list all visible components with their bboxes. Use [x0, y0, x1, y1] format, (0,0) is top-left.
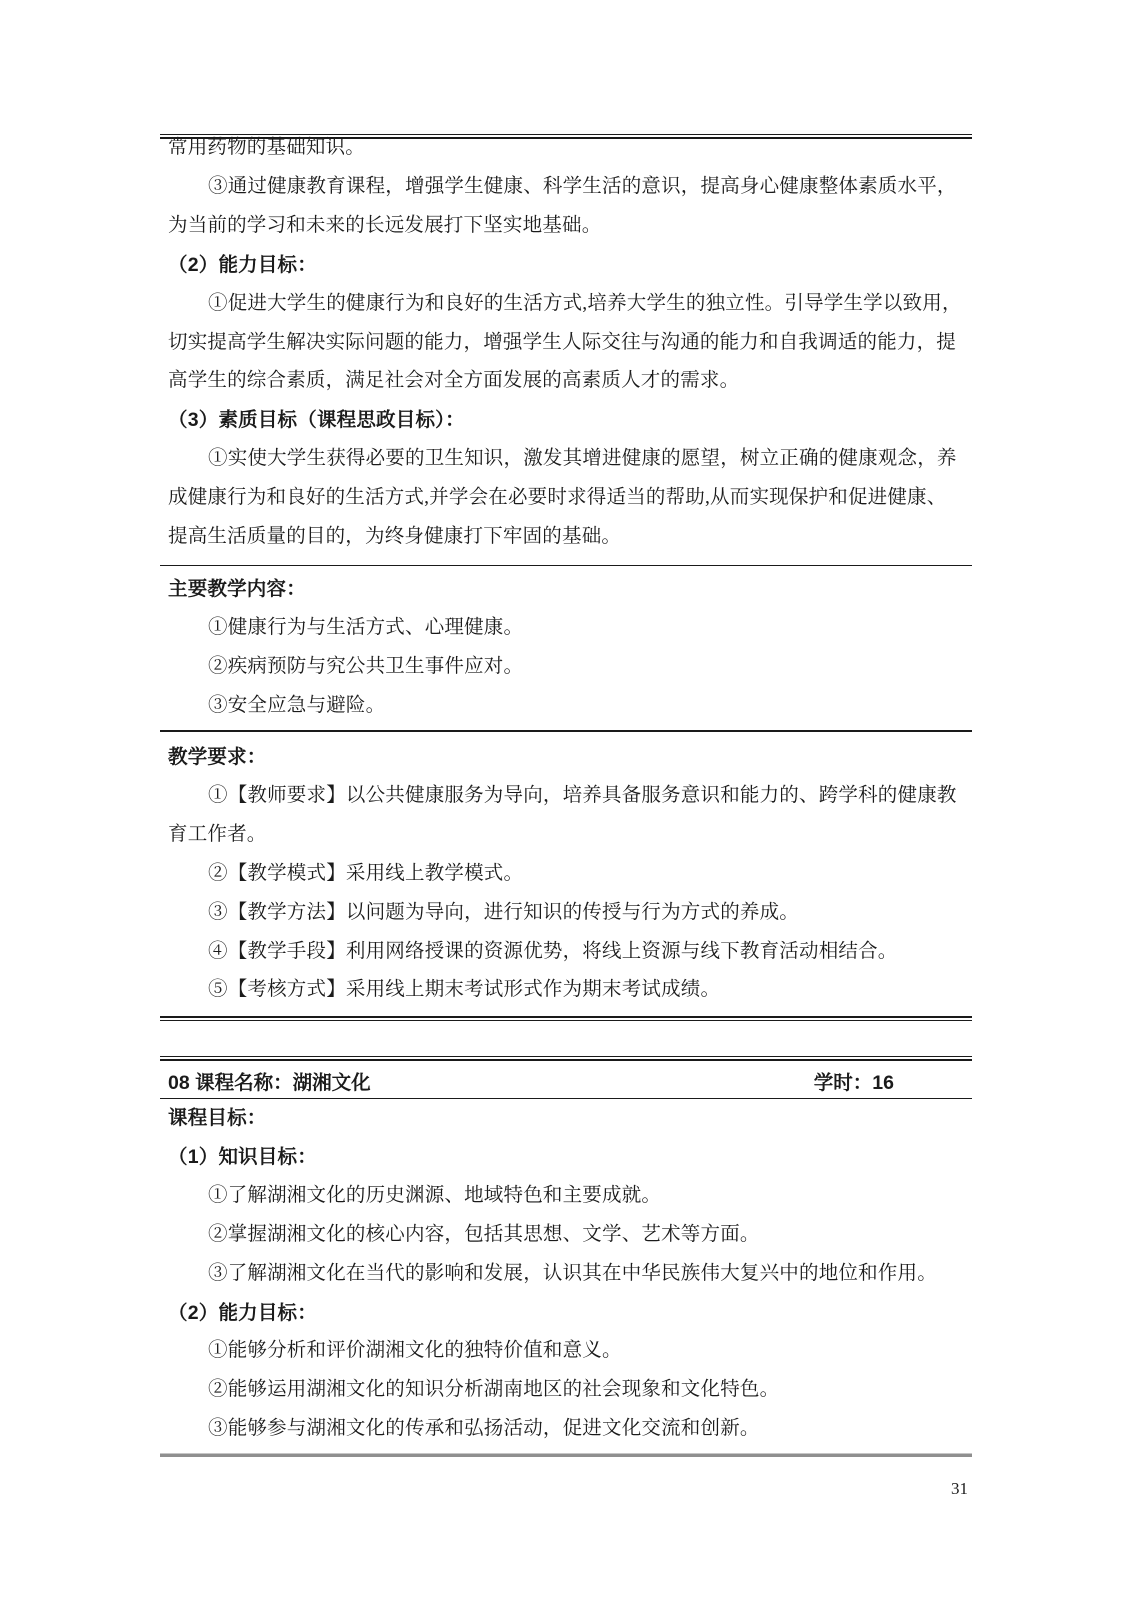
- page-number: 31: [951, 1479, 968, 1498]
- course7-teaching-content-block: [160, 570, 972, 726]
- text-line: ②能够运用湖湘文化的知识分析湖南地区的社会现象和文化特色。: [208, 1379, 780, 1401]
- text-line: ①健康行为与生活方式、心理健康。: [208, 616, 524, 638]
- course7-teaching-requirements-block: [160, 738, 972, 1010]
- row-divider-2: [160, 730, 972, 732]
- text-line: ②疾病预防与究公共卫生事件应对。: [208, 655, 524, 677]
- course8-hours: 学时：16: [813, 1071, 894, 1094]
- course8-title: 08 课程名称：湖湘文化: [168, 1071, 371, 1094]
- heading-line: （3）素质目标（课程思政目标）：: [168, 409, 465, 432]
- text-line: ③通过健康教育课程，增强学生健康、科学生活的意识，提高身心健康整体素质水平，: [208, 175, 957, 197]
- row-divider-1: [160, 565, 972, 566]
- heading-line: 课程目标：: [168, 1107, 267, 1129]
- text-line: ①促进大学生的健康行为和良好的生活方式,培养大学生的独立性。引导学生学以致用，: [208, 292, 962, 314]
- text-line: ③【教学方法】以问题为导向，进行知识的传授与行为方式的养成。: [208, 901, 800, 923]
- heading-line: （1）知识目标：: [168, 1145, 317, 1168]
- text-line: ④【教学手段】利用网络授课的资源优势，将线上资源与线下教育活动相结合。: [208, 940, 898, 962]
- course7-objectives-block: [160, 129, 972, 557]
- text-line: ①【教师要求】以公共健康服务为导向，培养具备服务意识和能力的、跨学科的健康教: [208, 784, 957, 806]
- page-break-border: [160, 1453, 972, 1457]
- text-line: ①实使大学生获得必要的卫生知识，激发其增进健康的愿望，树立正确的健康观念，养: [208, 448, 957, 470]
- heading-line: （2）能力目标：: [168, 1301, 317, 1324]
- text-line: 育工作者。: [168, 823, 267, 845]
- course8-objectives-block: [160, 1099, 972, 1449]
- text-line: 为当前的学习和未来的长远发展打下坚实地基础。: [168, 214, 602, 236]
- text-line: 提高生活质量的目的，为终身健康打下牢固的基础。: [168, 526, 622, 548]
- content-area: [160, 0, 972, 1600]
- text-line: ①了解湖湘文化的历史渊源、地域特色和主要成就。: [208, 1184, 662, 1206]
- text-line: ⑤【考核方式】采用线上期末考试形式作为期末考试成绩。: [208, 979, 721, 1001]
- text-line: ②【教学模式】采用线上教学模式。: [208, 862, 524, 884]
- text-line: 高学生的综合素质，满足社会对全方面发展的高素质人才的需求。: [168, 370, 740, 392]
- heading-line: 主要教学内容：: [168, 578, 306, 600]
- heading-line: （2）能力目标：: [168, 253, 317, 276]
- text-line: 常用药物的基础知识。: [168, 137, 366, 158]
- text-line: ③安全应急与避险。: [208, 694, 386, 716]
- course8-header-row: [160, 1062, 972, 1099]
- text-line: ③能够参与湖湘文化的传承和弘扬活动，促进文化交流和创新。: [208, 1418, 760, 1440]
- text-line: ①能够分析和评价湖湘文化的独特价值和意义。: [208, 1340, 622, 1362]
- table2-top-border: [160, 1056, 972, 1061]
- text-line: ②掌握湖湘文化的核心内容，包括其思想、文学、艺术等方面。: [208, 1223, 760, 1245]
- heading-line: 教学要求：: [168, 746, 267, 768]
- table1-bottom-border: [160, 1016, 972, 1021]
- text-line: 切实提高学生解决实际问题的能力，增强学生人际交往与沟通的能力和自我调适的能力，提: [168, 331, 957, 353]
- text-line: ③了解湖湘文化在当代的影响和发展，认识其在中华民族伟大复兴中的地位和作用。: [208, 1262, 937, 1284]
- text-line: 成健康行为和良好的生活方式,并学会在必要时求得适当的帮助,从而实现保护和促进健康、: [168, 487, 947, 509]
